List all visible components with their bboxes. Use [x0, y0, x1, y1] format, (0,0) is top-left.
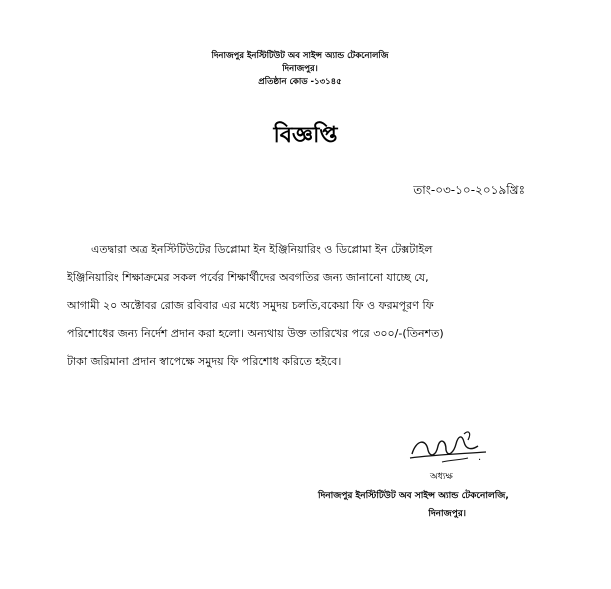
- institute-code: প্রতিষ্ঠান কোড -১৩১৪৫: [258, 77, 342, 87]
- footer-institute-name: দিনাজপুর ইনস্টিটিউট অব সাইন্স অ্যান্ড টেকনোলজি,: [318, 491, 509, 501]
- body-line: টাকা জরিমানা প্রদান স্বাপেক্ষে সমুদয় ফি পরিশোধ করিতে হইবে।: [67, 355, 342, 368]
- footer-institute-city: দিনাজপুর।: [428, 509, 466, 519]
- signature-dots: .: [478, 452, 482, 463]
- body-line: ইঞ্জিনিয়ারিং শিক্ষাক্রমের সকল পর্বের শিক্ষার্থীদের অবগতির জন্য জানানো যাচ্ছে যে,: [67, 271, 429, 284]
- signatory-institute: [318, 487, 548, 523]
- notice-title: বিজ্ঞপ্তি: [273, 123, 338, 148]
- body-line: [67, 236, 551, 264]
- letterhead: [150, 50, 450, 89]
- notice-body: [67, 236, 551, 376]
- body-line: পরিশোধের জন্য নির্দেশ প্রদান করা হলো। অন্যথায় উক্ত তারিখের পরে ৩০০/-(তিনশত): [67, 327, 444, 340]
- body-line-text: এতদ্বারা অত্র ইনস্টিটিউটের ডিপ্লোমা ইন ইঞ্জিনিয়ারিং ও ডিপ্লোমা ইন টেক্সটাইল: [91, 243, 433, 256]
- notice-date: তাং-০৩-১০-২০১৯খ্রিঃ: [413, 183, 525, 197]
- signatory-designation: অধ্যক্ষ: [430, 472, 453, 482]
- institute-city: দিনাজপুর।: [282, 64, 318, 74]
- body-line: আগামী ২০ অক্টোবর রোজ রবিবার এর মধ্যে সমুদয় চলতি,বকেয়া ফি ও ফরমপূরণ ফি: [67, 299, 434, 312]
- institute-name: দিনাজপুর ইনস্টিটিউট অব সাইন্স অ্যান্ড টেকনোলজি: [211, 51, 389, 61]
